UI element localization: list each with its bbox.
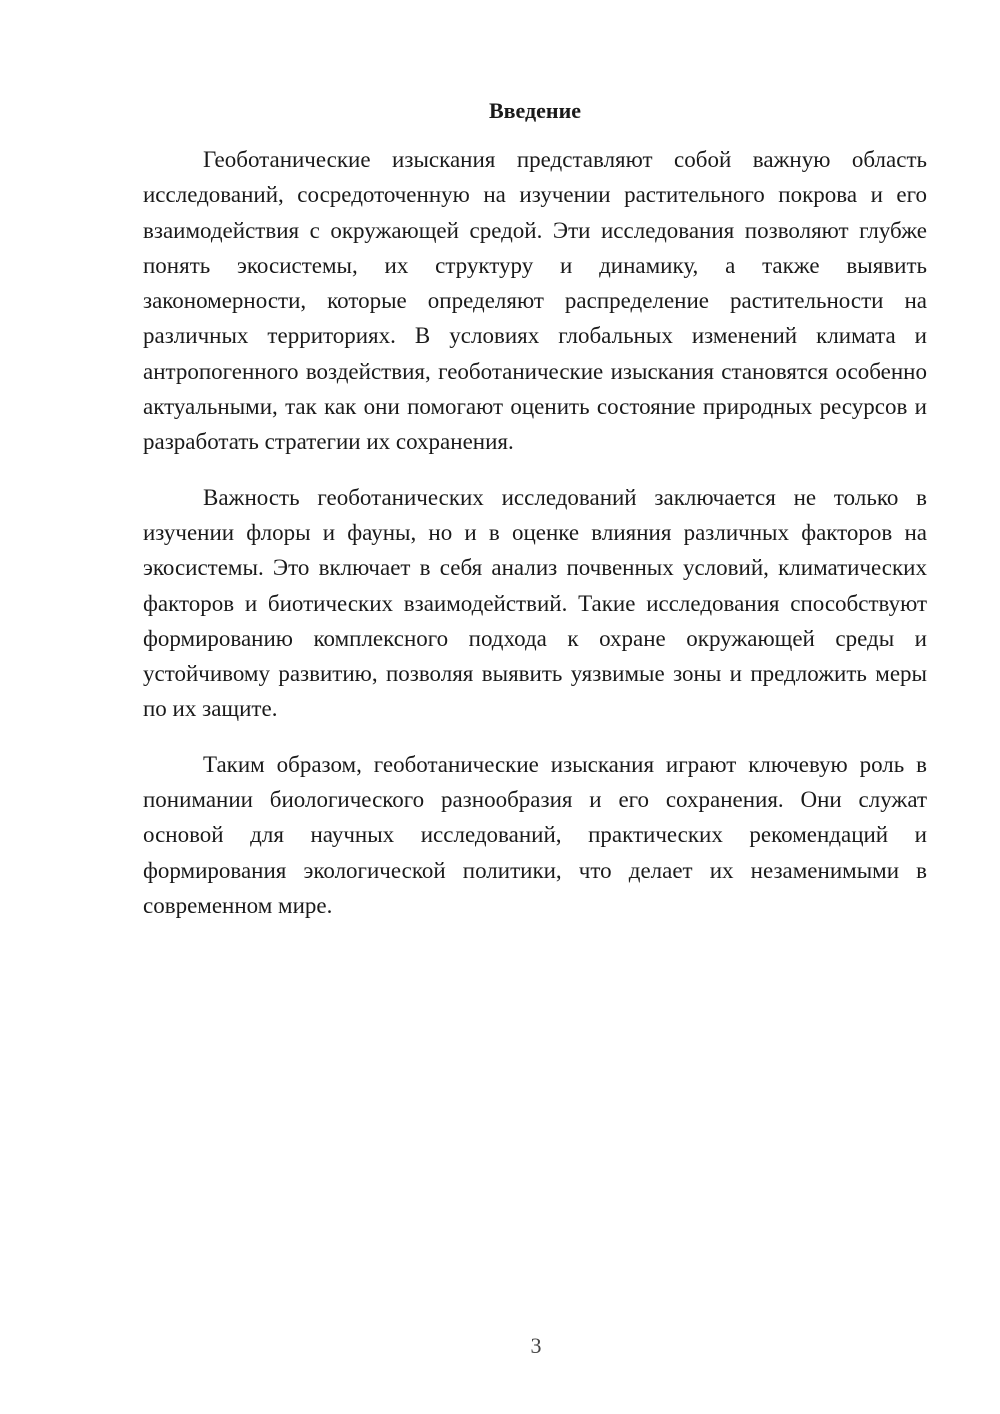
paragraph-3: Таким образом, геоботанические изыскания играют ключевую роль в понимании биологического разнообразия и его сохранения. Они служат основой для научных исследований, практических рекомендаций и формирования экологической политики, что делает их незаменимыми в современном мире. [143, 751, 927, 918]
page-number: 3 [530, 1333, 542, 1358]
paragraph-1: Геоботанические изыскания представляют собой важную область исследований, сосредоточенную на изучении растительного покрова и его взаимодействия с окружающей средой. Эти исследования позволяют глубже понять экосистемы, их структуру и динамику, а также выявить закономерности, которые определяют распределение растительности на различных территориях. В условиях глобальных изменений климата и антропогенного воздействия, геоботанические изыскания становятся особенно актуальными, так как они помогают оценить состояние природных ресурсов и разработать стратегии их сохранения. [143, 147, 927, 455]
paragraph-2: Важность геоботанических исследований заключается не только в изучении флоры и фауны, но и в оценке влияния различных факторов на экосистемы. Это включает в себя анализ почвенных условий, климатических факторов и биотических взаимодействий. Такие исследования способствуют формированию комплексного подхода к охране окружающей среды и устойчивому развитию, позволяя выявить уязвимые зоны и предложить меры по их защите. [143, 484, 927, 722]
page-content [143, 96, 927, 943]
section-heading: Введение [488, 98, 582, 123]
